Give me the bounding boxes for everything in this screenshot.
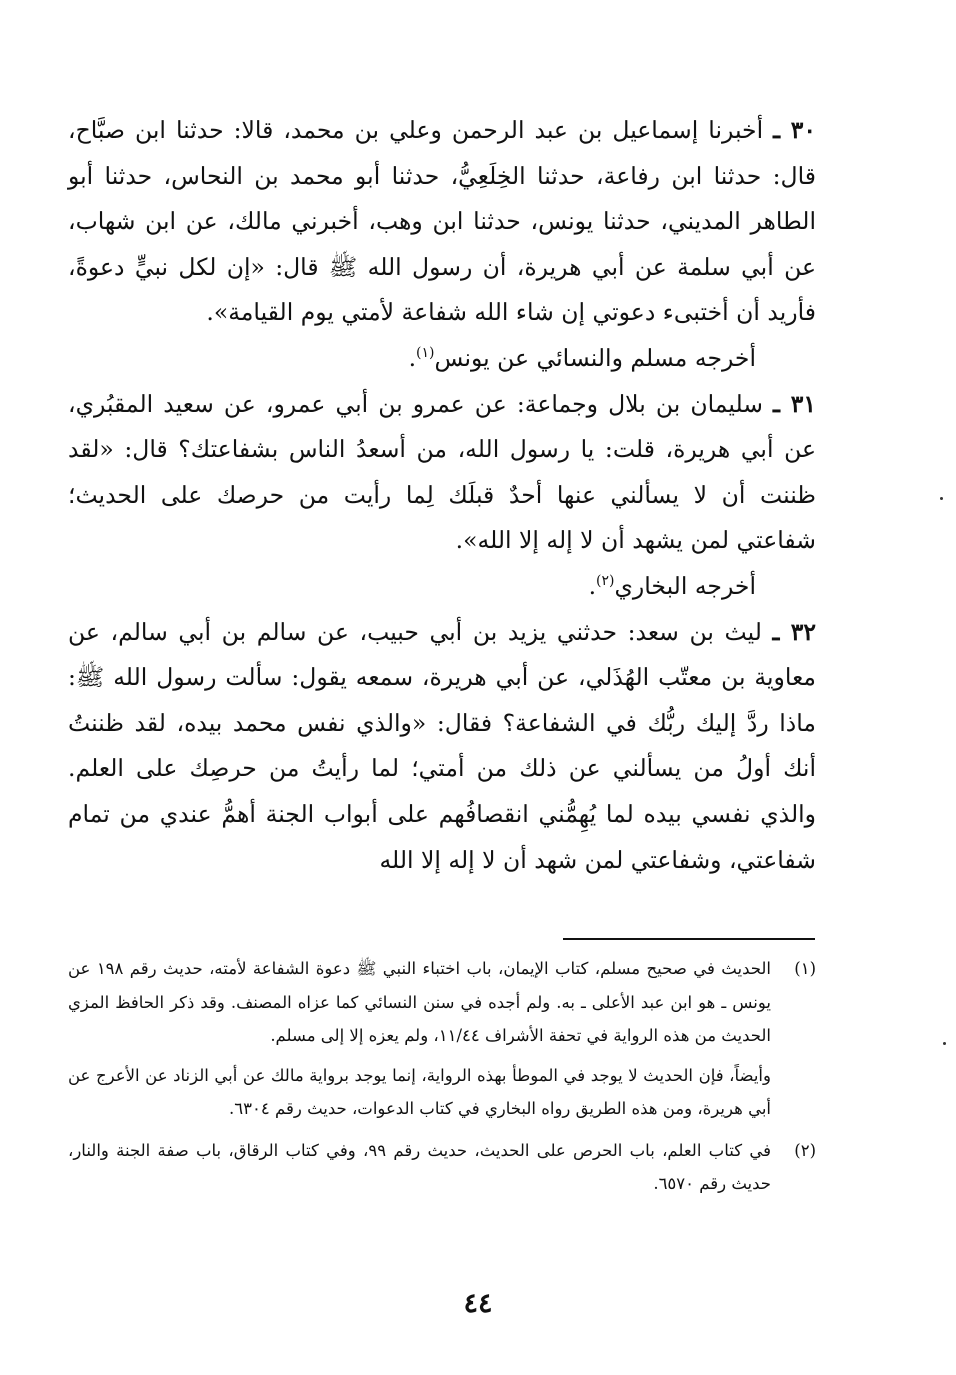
footnotes — [68, 952, 816, 1201]
footnote-reference[interactable]: (١) — [416, 345, 435, 362]
footnote-text: وأيضاً، فإن الحديث لا يوجد في الموطأ بهذه الرواية، إنما يوجد برواية مالك عن أبي الزناد عن الأعرج عن أبي هريرة، ومن هذه الطريق رواه البخاري في كتاب الدعوات، حديث رقم ٦٣٠٤. — [68, 1065, 771, 1118]
source-end: . — [408, 343, 417, 372]
footnote-number: (١) — [794, 959, 816, 978]
scan-speck — [940, 497, 943, 500]
footnote-reference[interactable]: (٢) — [596, 573, 615, 590]
hadith-31 — [68, 382, 816, 564]
source-text: أخرجه مسلم والنسائي عن يونس — [434, 343, 756, 372]
scan-speck — [943, 1042, 946, 1045]
hadith-number: ٣٢ ـ — [772, 617, 816, 646]
source-text: أخرجه البخاري — [614, 571, 756, 600]
page-number: ٤٤ — [463, 1288, 493, 1319]
footnote-separator — [563, 938, 815, 940]
hadith-text: ليث بن سعد: حدثني يزيد بن أبي حبيب، عن سالم بن أبي سالم، عن معاوية بن معتّب الهُذَلي، عن أبي هريرة، سمعه يقول: سألت رسول الله ﷺ: ماذا ردَّ إليك ربُّك في الشفاعة؟ فقال: «والذي نفس محمد بيده، لقد ظننتُ أنك أولُ من يسألني عن ذلك من أمتي؛ لما رأيتُ من حرصِك على العلم. والذي نفسي بيده لما يُهِمُّني انقصافُهم على أبواب الجنة أهمُّ عندي من تمام شفاعتي، وشفاعتي لمن شهد أن لا إله إلا الله — [68, 617, 816, 874]
hadith-31-source — [68, 564, 816, 610]
footnote-number: (٢) — [794, 1140, 816, 1160]
hadith-number: ٣٠ ـ — [773, 116, 816, 144]
hadith-text: سليمان بن بلال وجماعة: عن عمرو بن أبي عمرو، عن سعيد المقبُري، عن أبي هريرة، قلت: يا رسول الله، من أسعدُ الناس بشفاعتك؟ قال: «لقد ظننت أن لا يسألني عنها أحدٌ قبلَك لِما رأيت من حرصك على الحديث؛ شفاعتي لمن يشهد أن لا إله إلا الله». — [68, 389, 816, 555]
footnote-2 — [68, 1134, 816, 1201]
footnote-1-continued — [68, 1059, 816, 1126]
hadith-30 — [68, 108, 816, 336]
footnote-1 — [68, 952, 816, 1053]
hadith-text: أخبرنا إسماعيل بن عبد الرحمن وعلي بن محمد، قالا: حدثنا ابن صبَّاح، قال: حدثنا ابن رفاعة، حدثنا الخِلَعِيُّ، حدثنا أبو محمد بن النحاس، حدثنا أبو الطاهر المديني، حدثنا يونس، حدثنا ابن وهب، أخبرني مالك، عن ابن شهاب، عن أبي سلمة عن أبي هريرة، أن رسول الله ﷺ قال: «إن لكل نبيٍّ دعوةً، فأريد أن أختبىء دعوتي إن شاء الله شفاعة لأمتي يوم القيامة». — [68, 116, 816, 327]
source-end: . — [588, 571, 597, 600]
hadith-30-source — [68, 336, 816, 382]
hadith-number: ٣١ ـ — [773, 389, 816, 418]
main-text — [68, 108, 816, 883]
footnote-text: في كتاب العلم، باب الحرص على الحديث، حديث رقم ٩٩، وفي كتاب الرقاق، باب صفة الجنة والنار، حديث رقم ٦٥٧٠. — [68, 1140, 771, 1193]
footnote-text: الحديث في صحيح مسلم، كتاب الإيمان، باب اختباء النبي ﷺ دعوة الشفاعة لأمته، حديث رقم ١٩٨ عن يونس ـ هو ابن عبد الأعلى ـ به. ولم أجده في سنن النسائي كما عزاه المصنف. وقد ذكر الحافظ المزي الحديث من هذه الرواية في تحفة الأشراف ١١/٤٤، ولم يعزه إلا إلى مسلم. — [68, 959, 771, 1045]
hadith-32 — [68, 610, 816, 884]
